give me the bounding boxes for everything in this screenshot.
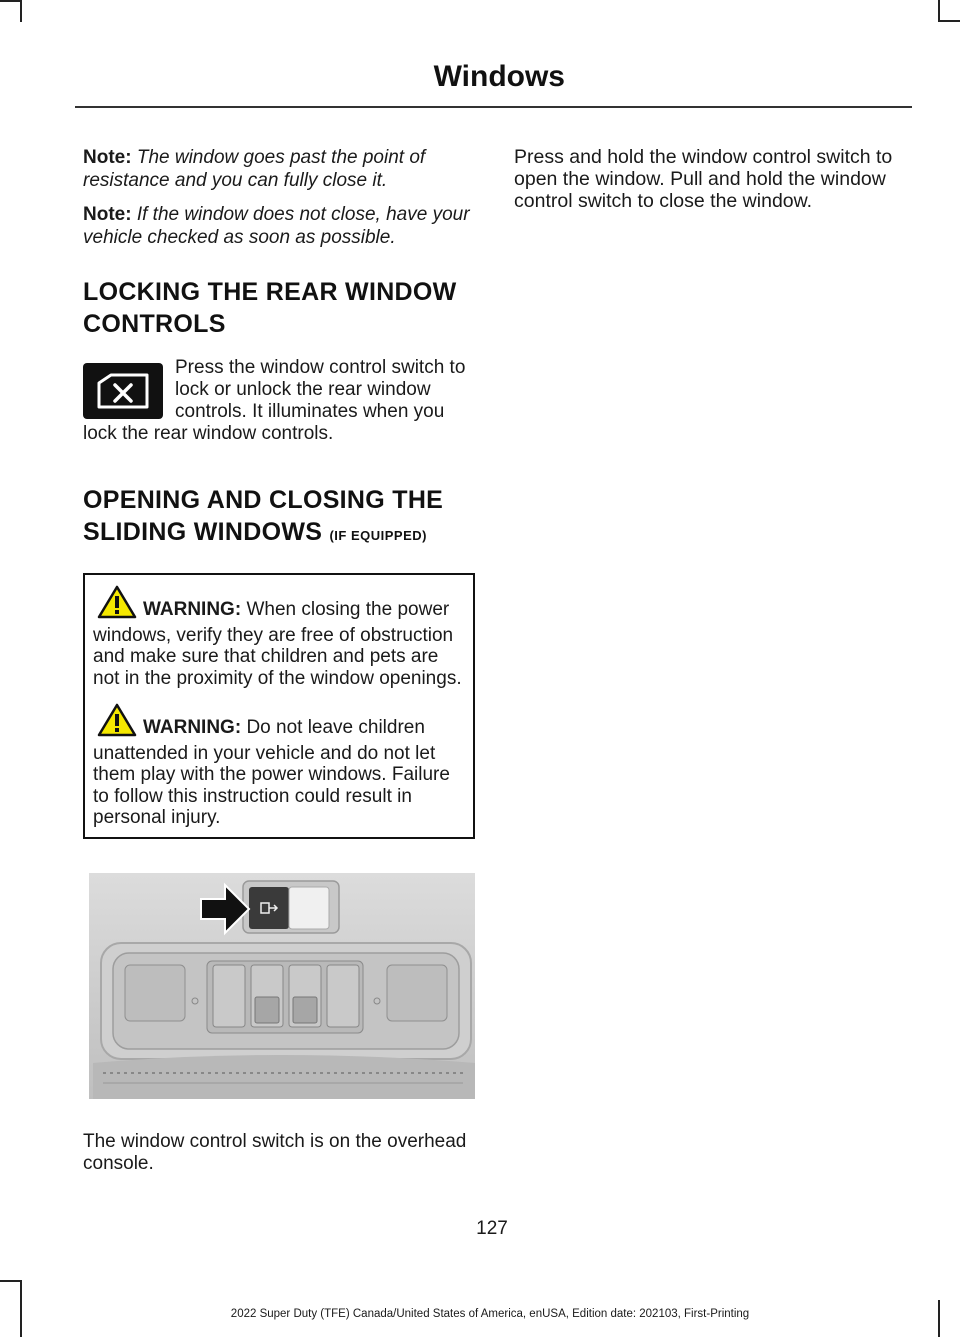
header-divider: [75, 106, 912, 108]
crop-mark: [0, 1280, 22, 1282]
warning-label: WARNING:: [143, 599, 242, 620]
warning-triangle-icon: [97, 585, 137, 625]
crop-mark: [0, 0, 22, 2]
crop-mark: [938, 0, 940, 22]
figure-caption: The window control switch is on the overhead console.: [83, 1130, 467, 1174]
page-title: Windows: [433, 60, 565, 93]
lock-description: [83, 357, 475, 445]
warning-label: WARNING:: [143, 717, 242, 738]
warning-2: [93, 703, 465, 829]
sliding-instructions: Press and hold the window control switch to open the window. Pull and hold the window control switch to close the window.: [514, 146, 893, 212]
note-1: [83, 146, 475, 192]
note-text: The window goes past the point of resistance and you can fully close it.: [83, 147, 426, 191]
crop-mark: [20, 0, 22, 22]
note-text: If the window does not close, have your vehicle checked as soon as possible.: [83, 204, 470, 248]
if-equipped-label: (IF EQUIPPED): [329, 528, 427, 543]
note-label: Note:: [83, 204, 132, 225]
note-label: Note:: [83, 147, 132, 168]
section-heading-sliding: OPENING AND CLOSING THE SLIDING WINDOWS (IF EQUIPPED): [83, 486, 444, 546]
warning-1: [93, 585, 465, 689]
overhead-console-illustration: [83, 873, 475, 1099]
note-2: [83, 203, 475, 249]
left-column: [83, 146, 475, 1194]
lock-text: Press the window control switch to lock or unlock the rear window controls. It illuminates when you lock the rear window controls.: [83, 357, 466, 444]
warning-text: When closing the power windows, verify they are free of obstruction and make sure that children and pets are not in the proximity of the window openings.: [93, 599, 462, 689]
edition-footer: 2022 Super Duty (TFE) Canada/United States of America, enUSA, Edition date: 202103, First-Printing: [230, 1308, 750, 1320]
warning-triangle-icon: [97, 703, 137, 743]
page-number: 127: [476, 1218, 508, 1239]
warning-text: Do not leave children unattended in your vehicle and do not let them play with the power windows. Failure to follow this instruction could result in personal injury.: [93, 717, 450, 828]
warning-box: [83, 573, 475, 839]
section-heading-locking: LOCKING THE REAR WINDOW CONTROLS: [83, 278, 457, 338]
window-lock-icon: [83, 363, 163, 419]
right-column: [514, 146, 914, 212]
crop-mark: [938, 20, 960, 22]
